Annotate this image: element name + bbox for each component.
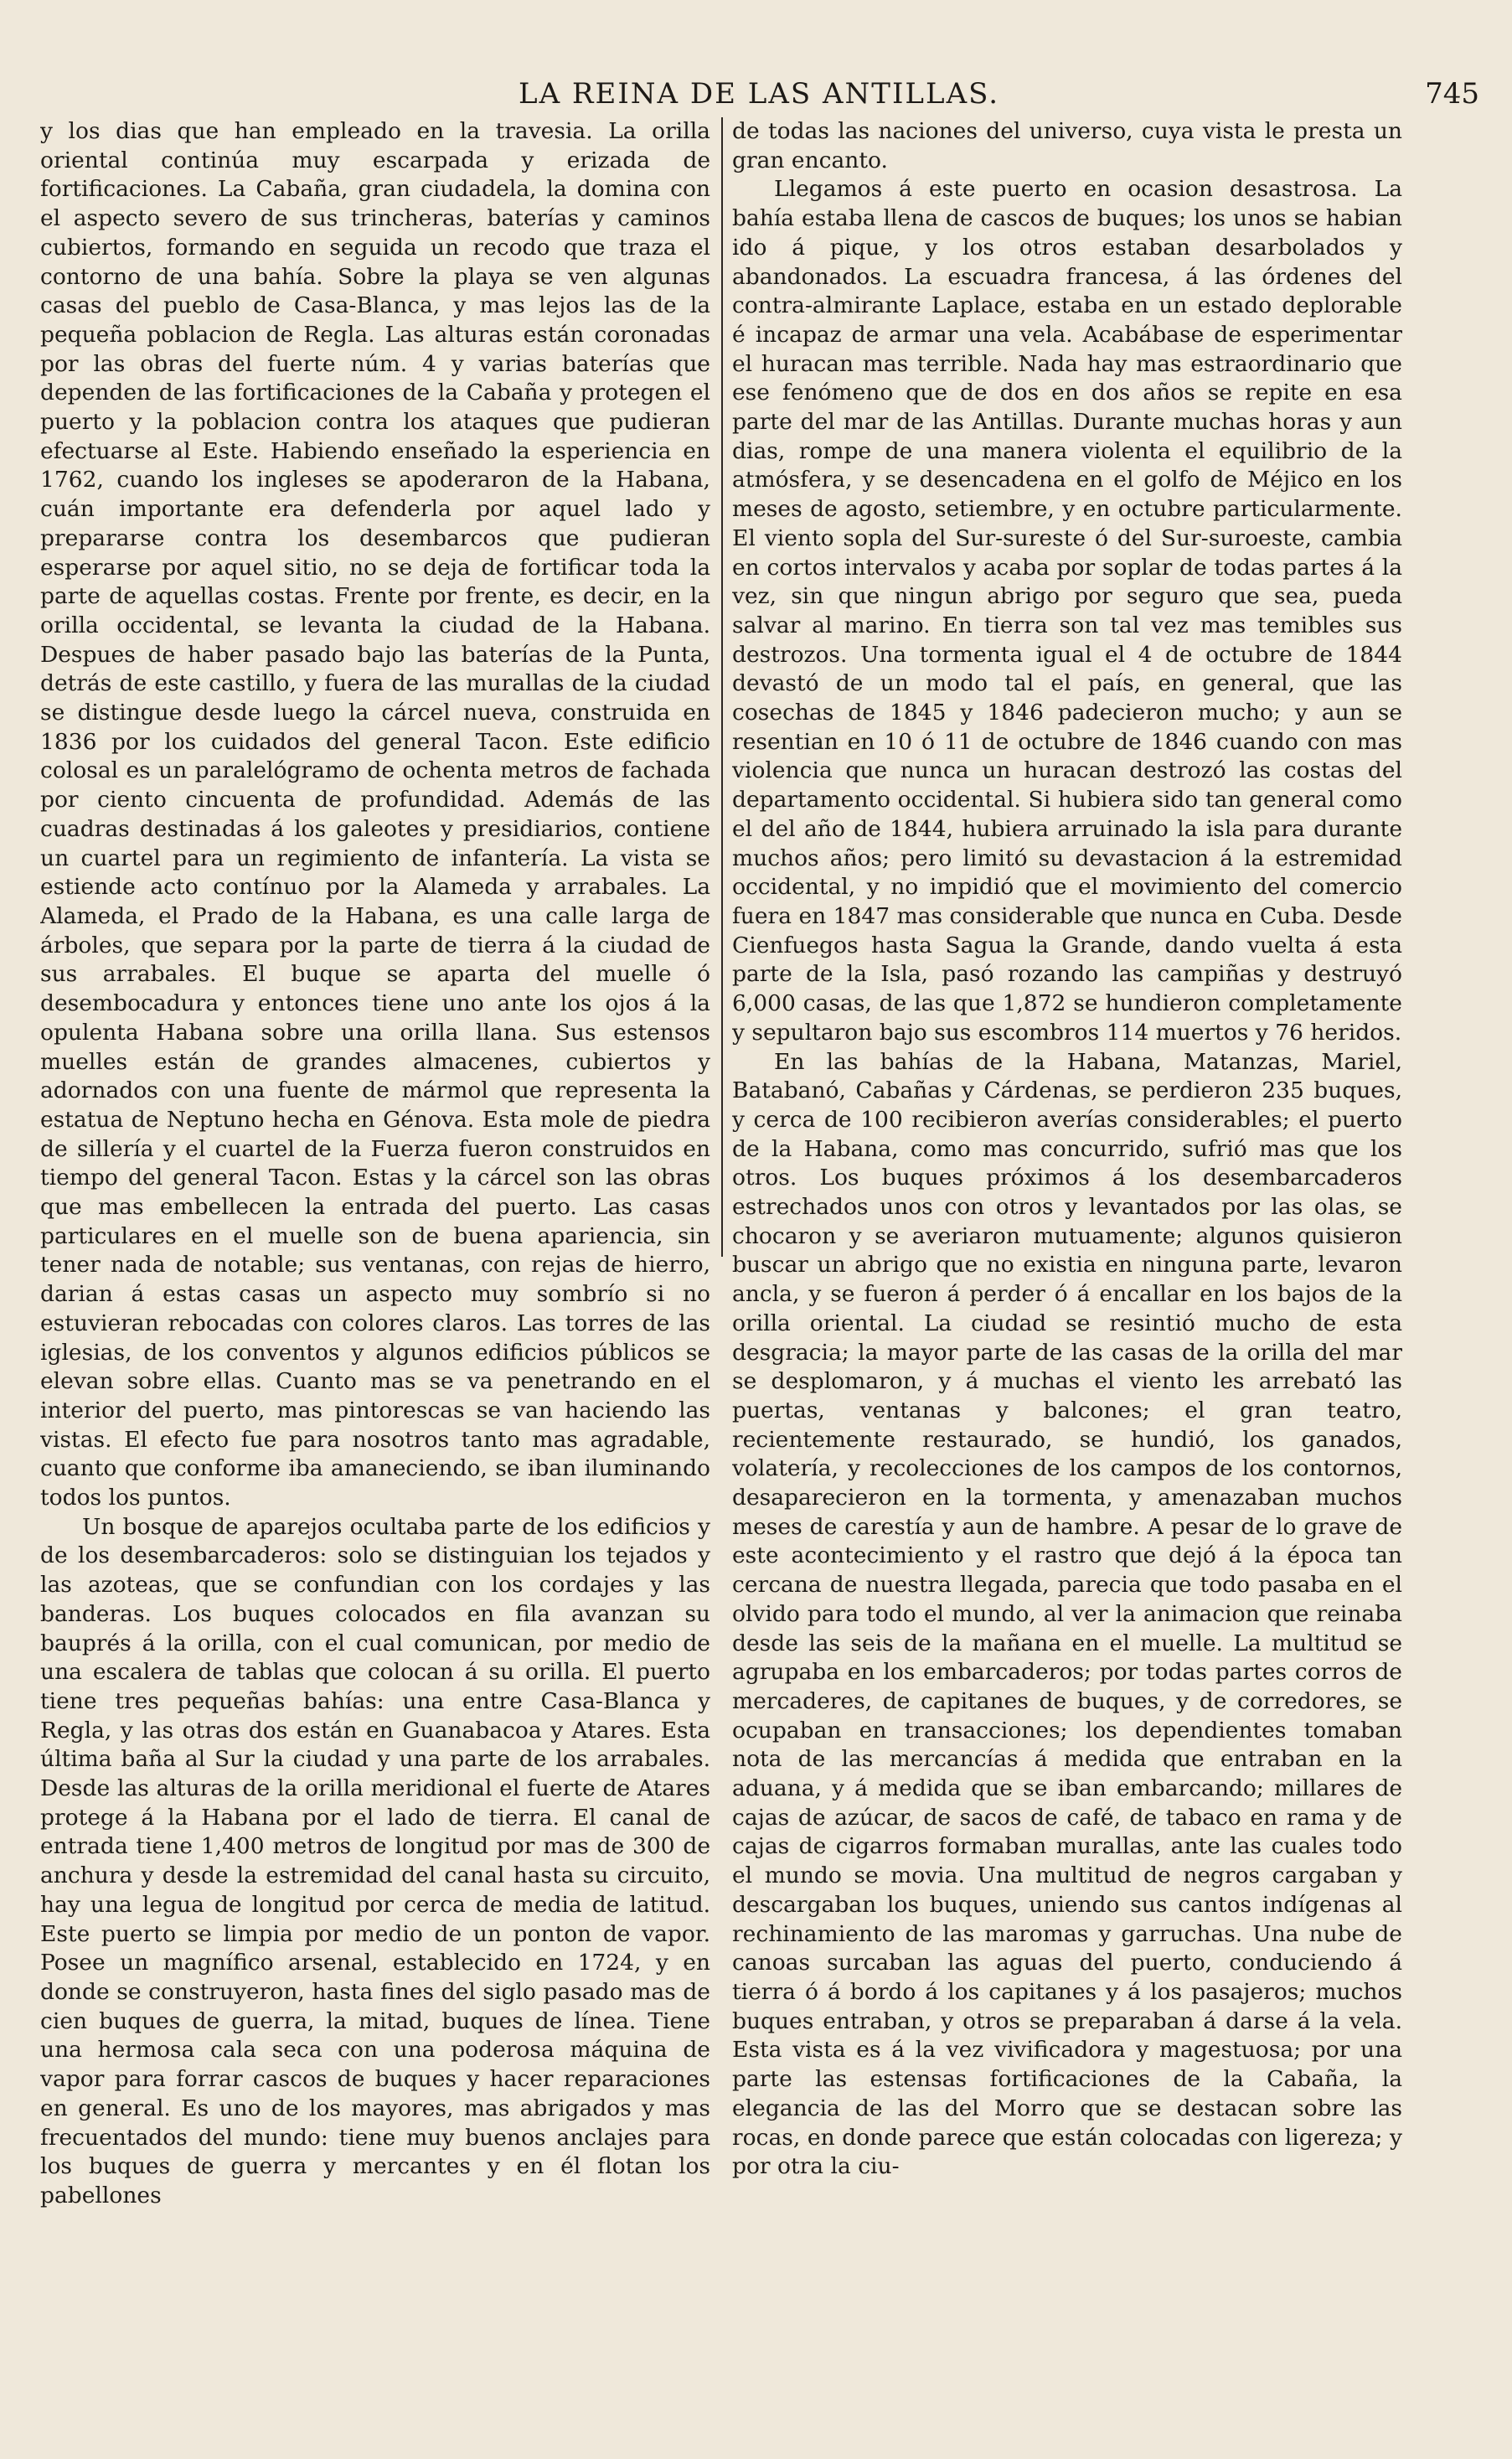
paragraph: Llegamos á este puerto en ocasion desastrosa. La bahía estaba llena de cascos de buques; los unos se habian ido á pique, y los otros estaban desarbolados y abandonados. La escuadra francesa, á las órdenes del contra-almirante Laplace, estaba en un estado deplorable é incapaz de armar una vela. Acabábase de esperimentar el huracan mas terrible. Nada hay mas estraordinario que ese fenómeno que de dos en dos años se repite en esa parte del mar de las Antillas. Durante muchas horas y aun dias, rompe de una manera violenta el equilibrio de la atmósfera, y se desencadena en el golfo de Méjico en los meses de agosto, setiembre, y en octubre particularmente. El viento sopla del Sur-sureste ó del Sur-suroeste, cambia en cortos intervalos y acaba por soplar de todas partes á la vez, sin que ningun abrigo por seguro que sea, pueda salvar al marino. En tierra son tal vez mas temibles sus destrozos. Una tormenta igual el 4 de octubre de 1844 devastó de un modo tal el país, en general, que las cosechas de 1845 y 1846 padecieron mucho; y aun se resentian en 10 ó 11 de octubre de 1846 cuando con mas violencia que nunca un huracan destrozó las costas del departamento occidental. Si hubiera sido tan general como el del año de 1844, hubiera arruinado la isla para durante muchos años; pero limitó su devastacion á la estremidad occidental, y no impidió que el movimiento del comercio fuera en 1847 mas considerable que nunca en Cuba. Desde Cienfuegos hasta Sagua la Grande, dando vuelta á esta parte de la Isla, pasó rozando las campiñas y destruyó 6,000 casas, de las que 1,872 se hundieron completamente y sepultaron bajo sus escombros 114 muertos y 76 heridos. [732,176,1402,1046]
paragraph: Un bosque de aparejos ocultaba parte de los edificios y de los desembarcaderos: solo se distinguian los tejados y las azoteas, que se confundian con los cordajes y las banderas. Los buques colocados en fila avanzan su bauprés á la orilla, con el cual comunican, por medio de una escalera de tablas que colocan á su orilla. El puerto tiene tres pequeñas bahías: una entre Casa-Blanca y Regla, y las otras dos están en Guanabacoa y Atares. Esta última baña al Sur la ciudad y una parte de los arrabales. Desde las alturas de la orilla meridional el fuerte de Atares protege á la Habana por el lado de tierra. El canal de entrada tiene 1,400 metros de longitud por mas de 300 de anchura y desde la estremidad del canal hasta su circuito, hay una legua de longitud por cerca de media de latitud. Este puerto se limpia por medio de un ponton de vapor. Posee un magnífico arsenal, establecido en 1724, y en donde se construyeron, hasta fines del siglo pasado mas de cien buques de guerra, la mitad, buques de línea. Tiene una hermosa cala seca con una poderosa máquina de vapor para forrar cascos de buques y hacer reparaciones en general. Es uno de los mayores, mas abrigados y mas frecuentados del mundo: tiene muy buenos anclajes para los buques de guerra y mercantes y en él flotan los pabellones [40,1513,710,2208]
column-divider [721,117,723,1257]
page-number: 745 [1425,77,1479,111]
paragraph: y los dias que han empleado en la travesia. La orilla oriental continúa muy escarpada y erizada de fortificaciones. La Cabaña, gran ciudadela, la domina con el aspecto severo de sus trincheras, baterías y caminos cubiertos, formando en seguida un recodo que traza el contorno de una bahía. Sobre la playa se ven algunas casas del pueblo de Casa-Blanca, y mas lejos las de la pequeña poblacion de Regla. Las alturas están coronadas por las obras del fuerte núm. 4 y varias baterías que dependen de las fortificaciones de la Cabaña y protegen el puerto y la poblacion contra los ataques que pudieran efectuarse al Este. Habiendo enseñado la esperiencia en 1762, cuando los ingleses se apoderaron de la Habana, cuán importante era defenderla por aquel lado y prepararse contra los desembarcos que pudieran esperarse por aquel sitio, no se deja de fortificar toda la parte de aquellas costas. Frente por frente, es decir, en la orilla occidental, se levanta la ciudad de la Habana. Despues de haber pasado bajo las baterías de la Punta, detrás de este castillo, y fuera de las murallas de la ciudad se distingue desde luego la cárcel nueva, construida en 1836 por los cuidados del general Tacon. Este edificio colosal es un paralelógramo de ochenta metros de fachada por ciento cincuenta de profundidad. Además de las cuadras destinadas á los galeotes y presidiarios, contiene un cuartel para un regimiento de infantería. La vista se estiende acto contínuo por la Alameda y arrabales. La Alameda, el Prado de la Habana, es una calle larga de árboles, que separa por la parte de tierra á la ciudad de sus arrabales. El buque se aparta del muelle ó desembocadura y entonces tiene uno ante los ojos á la opulenta Habana sobre una orilla llana. Sus estensos muelles están de grandes almacenes, cubiertos y adornados con una fuente de mármol que representa la estatua de Neptuno hecha en Génova. Esta mole de piedra de sillería y el cuartel de la Fuerza fueron construidos en tiempo del general Tacon. Estas y la cárcel son las obras que mas embellecen la entrada del puerto. Las casas particulares en el muelle son de buena apariencia, sin tener nada de notable; sus ventanas, con rejas de hierro, darian á estas casas un aspecto muy sombrío si no estuvieran rebocadas con colores claros. Las torres de las iglesias, de los conventos y algunos edificios públicos se elevan sobre ellas. Cuanto mas se va penetrando en el interior del puerto, mas pintorescas se van haciendo las vistas. El efecto fue para nosotros tanto mas agradable, cuanto que conforme iba amaneciendo, se iban iluminando todos los puntos. [40,118,710,1511]
left-column [40,117,710,2430]
right-column [732,117,1402,2430]
running-title: LA REINA DE LAS ANTILLAS. [518,77,1000,111]
running-header [39,77,1479,119]
paragraph: En las bahías de la Habana, Matanzas, Mariel, Batabanó, Cabañas y Cárdenas, se perdieron 235 buques, y cerca de 100 recibieron averías considerables; el puerto de la Habana, como mas concurrido, sufrió mas que los otros. Los buques próximos á los desembarcaderos estrechados unos con otros y levantados por las olas, se chocaron y se averiaron mutuamente; algunos quisieron buscar un abrigo que no existia en ninguna parte, levaron ancla, y se fueron á perder ó á encallar en los bajos de la orilla oriental. La ciudad se resintió mucho de esta desgracia; la mayor parte de las casas de la orilla del mar se desplomaron, y á muchas el viento les arrebató las puertas, ventanas y balcones; el gran teatro, recientemente restaurado, se hundió, los ganados, volatería, y recolecciones de los campos de los contornos, desaparecieron en la tormenta, y amenazaban muchos meses de carestía y aun de hambre. A pesar de lo grave de este acontecimiento y el rastro que dejó á la época tan cercana de nuestra llegada, parecia que todo pasaba en el olvido para todo el mundo, al ver la animacion que reinaba desde las seis de la mañana en el muelle. La multitud se agrupaba en los embarcaderos; por todas partes corros de mercaderes, de capitanes de buques, y de corredores, se ocupaban en transacciones; los dependientes tomaban nota de las mercancías á medida que entraban en la aduana, y á medida que se iban embarcando; millares de cajas de azúcar, de sacos de café, de tabaco en rama y de cajas de cigarros formaban murallas, ante las cuales todo el mundo se movia. Una multitud de negros cargaban y descargaban los buques, uniendo sus cantos indígenas al rechinamiento de las maromas y garruchas. Una nube de canoas surcaban las aguas del puerto, conduciendo á tierra ó á bordo á los capitanes y á los pasajeros; muchos buques entraban, y otros se preparaban á darse á la vela. Esta vista es á la vez vivificadora y magestuosa; por una parte las estensas fortificaciones de la Cabaña, la elegancia de las del Morro que se destacan sobre las rocas, en donde parece que están colocadas con ligereza; y por otra la ciu- [732,1048,1402,2180]
paragraph: de todas las naciones del universo, cuya vista le presta un gran encanto. [732,118,1402,173]
